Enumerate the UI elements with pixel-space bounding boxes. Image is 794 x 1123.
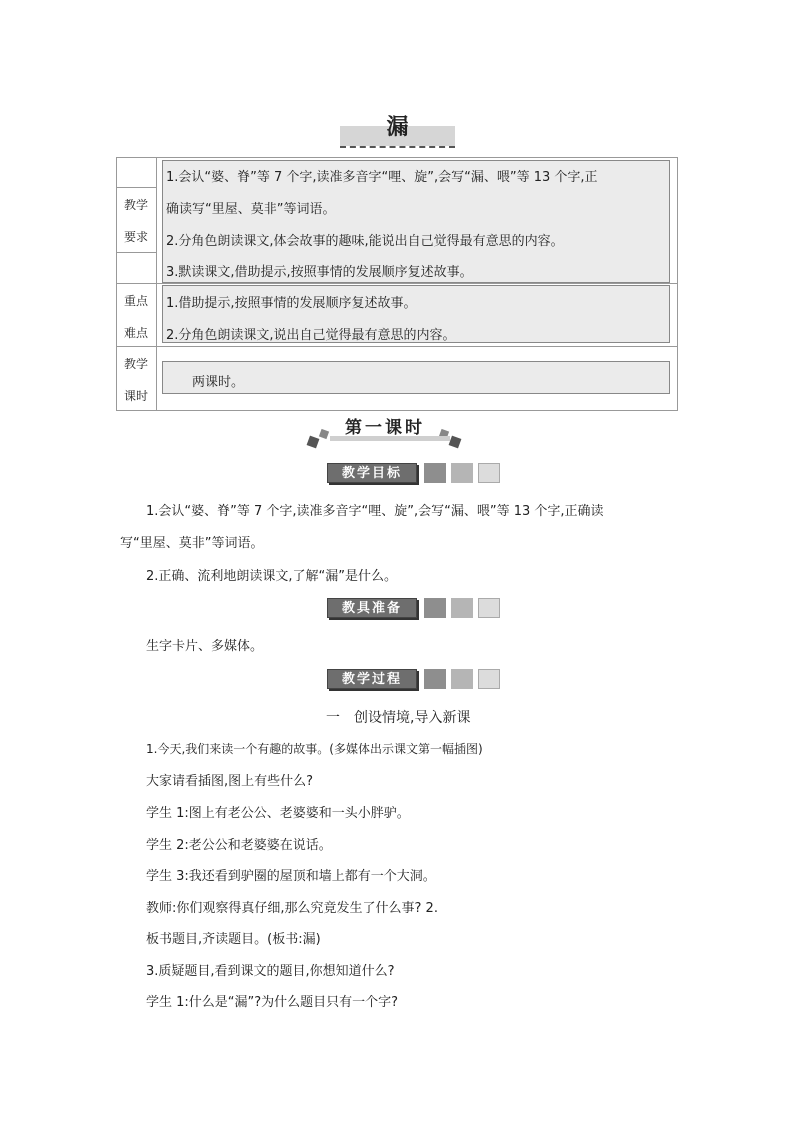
keypoint-line: 2.分角色朗读课文,说出自己觉得最有意思的内容。 bbox=[166, 328, 456, 343]
row-label-line: 课时 bbox=[123, 389, 148, 403]
row-label-keypoints bbox=[116, 294, 156, 340]
tag-square bbox=[478, 598, 500, 618]
row-label-line: 教学 bbox=[123, 198, 148, 212]
lesson-title: 第一课时 bbox=[345, 418, 425, 438]
title-underline bbox=[340, 146, 455, 148]
requirement-line: 确读写“里屋、莫非”等词语。 bbox=[166, 202, 336, 217]
process-line: 学生 1:什么是“漏”?为什么题目只有一个字? bbox=[146, 995, 399, 1010]
tag-square bbox=[451, 463, 473, 483]
goal-line: 写“里屋、莫非”等词语。 bbox=[120, 536, 264, 551]
requirement-line: 1.会认“婆、脊”等 7 个字,读准多音字“哩、旋”,会写“漏、喂”等 13 个字,正 bbox=[166, 170, 598, 185]
goal-line: 1.会认“婆、脊”等 7 个字,读准多音字“哩、旋”,会写“漏、喂”等 13 个字,正确读 bbox=[146, 504, 604, 519]
row-label-requirements bbox=[116, 198, 156, 244]
tag-square bbox=[424, 598, 446, 618]
process-line: 3.质疑题目,看到课文的题目,你想知道什么? bbox=[146, 964, 395, 979]
tag-square bbox=[478, 669, 500, 689]
process-line: 教师:你们观察得真仔细,那么究竟发生了什么事? 2. bbox=[146, 901, 438, 916]
section-tag-prep: 教具准备 bbox=[327, 598, 417, 618]
tag-square bbox=[451, 669, 473, 689]
keypoint-line: 1.借助提示,按照事情的发展顺序复述故事。 bbox=[166, 296, 417, 311]
tag-square bbox=[424, 463, 446, 483]
process-line: 大家请看插图,图上有些什么? bbox=[146, 774, 314, 789]
table-row-separator bbox=[116, 346, 678, 347]
section-tag-goals: 教学目标 bbox=[327, 463, 417, 483]
label-cell-line bbox=[116, 187, 156, 188]
process-line: 学生 1:图上有老公公、老婆婆和一头小胖驴。 bbox=[146, 806, 410, 821]
row-label-line: 教学 bbox=[123, 357, 148, 371]
table-divider bbox=[156, 157, 157, 411]
requirement-line: 2.分角色朗读课文,体会故事的趣味,能说出自己觉得最有意思的内容。 bbox=[166, 234, 564, 249]
row-label-line: 重点 bbox=[123, 294, 148, 308]
section-tag-process: 教学过程 bbox=[327, 669, 417, 689]
goal-line: 2.正确、流利地朗读课文,了解“漏”是什么。 bbox=[146, 569, 398, 584]
process-line: 学生 3:我还看到驴圈的屋顶和墙上都有一个大洞。 bbox=[146, 869, 436, 884]
process-line: 学生 2:老公公和老婆婆在说话。 bbox=[146, 838, 332, 853]
prep-line: 生字卡片、多媒体。 bbox=[146, 639, 264, 654]
process-line: 板书题目,齐读题目。(板书:漏) bbox=[146, 932, 321, 947]
process-line: 1.今天,我们来读一个有趣的故事。(多媒体出示课文第一幅插图) bbox=[146, 742, 483, 756]
row-label-line: 难点 bbox=[123, 326, 148, 340]
tag-square bbox=[478, 463, 500, 483]
periods-line: 两课时。 bbox=[192, 375, 245, 390]
row-label-line: 要求 bbox=[123, 230, 148, 244]
table-row-separator bbox=[116, 283, 678, 284]
row-label-periods bbox=[116, 357, 156, 403]
tag-square bbox=[451, 598, 473, 618]
process-subtitle: 一 创设情境,导入新课 bbox=[326, 710, 471, 726]
requirement-line: 3.默读课文,借助提示,按照事情的发展顺序复述故事。 bbox=[166, 265, 473, 280]
label-cell-line bbox=[116, 252, 156, 253]
page-title: 漏 bbox=[386, 115, 409, 140]
tag-square bbox=[424, 669, 446, 689]
